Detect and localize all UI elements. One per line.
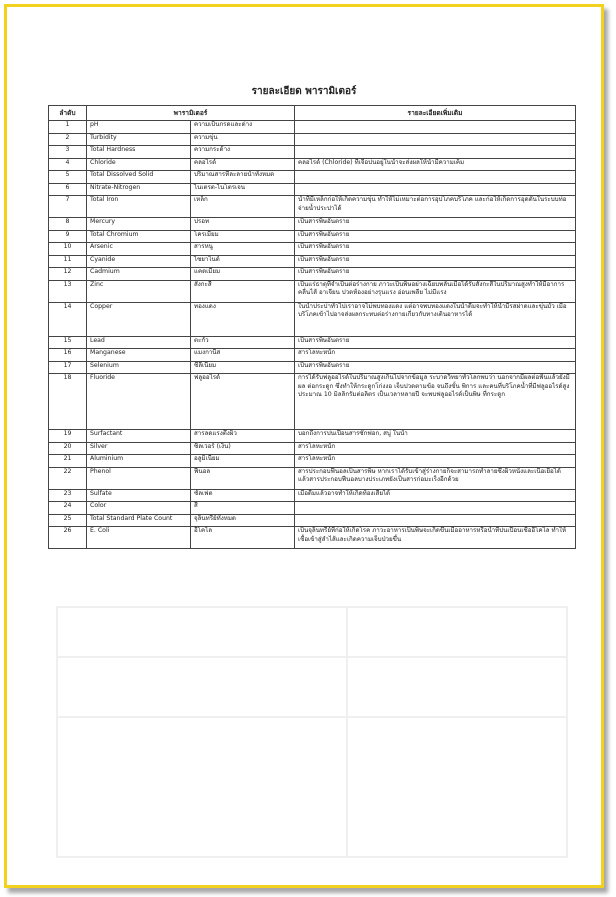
- parameter-th-cell: สารลดแรงตึงผิว: [191, 430, 295, 443]
- parameter-en-cell: Aluminium: [87, 455, 191, 468]
- detail-cell: เป็นจุลินทรีย์ที่ก่อให้เกิดโรค ภาวะอาหารเป็นพิษจะเกิดขึ้นเมื่ออาหารหรือน้ำที่ปนเปื้อนเชื้ออีโคไล ทำให้เชื้อเข้าสู่ลำไส้และเกิดความเจ็บป่วยขึ้น: [295, 527, 576, 549]
- parameter-en-cell: Total Iron: [87, 196, 191, 218]
- table-row: [49, 349, 576, 362]
- parameter-en-cell: Color: [87, 502, 191, 515]
- detail-cell: เป็นแร่ธาตุที่จำเป็นต่อร่างกาย ภาวะเป็นพิษอย่างเฉียบพลันเมื่อได้รับสังกะสีในปริมาณสูงทำให้มีอาการคลื่นไส้ อาเจียน ปวดท้องอย่างรุนแรง อ่อนเพลีย ไม่มีแรง: [295, 280, 576, 302]
- header-no: ลำดับ: [49, 106, 87, 121]
- parameter-th-cell: อลูมิเนียม: [191, 455, 295, 468]
- detail-cell: [295, 514, 576, 527]
- row-number-cell: 15: [49, 336, 87, 349]
- detail-cell: [295, 121, 576, 134]
- row-number-cell: 13: [49, 280, 87, 302]
- parameter-en-cell: Manganese: [87, 349, 191, 362]
- parameter-th-cell: ทองแดง: [191, 302, 295, 336]
- parameter-th-cell: อีโคไล: [191, 527, 295, 549]
- table-row: [49, 171, 576, 184]
- parameter-en-cell: Phenol: [87, 467, 191, 489]
- header-details: รายละเอียดเพิ่มเติม: [295, 106, 576, 121]
- table-row: [49, 374, 576, 430]
- parameter-th-cell: ความเป็นกรดและด่าง: [191, 121, 295, 134]
- row-number-cell: 6: [49, 183, 87, 196]
- row-number-cell: 12: [49, 268, 87, 281]
- parameter-en-cell: E. Coli: [87, 527, 191, 549]
- row-number-cell: 10: [49, 243, 87, 256]
- parameter-th-cell: ซีลีเนียม: [191, 361, 295, 374]
- parameter-th-cell: ความกระด้าง: [191, 146, 295, 159]
- detail-cell: [295, 183, 576, 196]
- detail-cell: เป็นสารพิษอันตราย: [295, 230, 576, 243]
- parameter-en-cell: Lead: [87, 336, 191, 349]
- table-row: [49, 280, 576, 302]
- row-number-cell: 11: [49, 255, 87, 268]
- table-row: [49, 442, 576, 455]
- parameter-th-cell: ตะกั่ว: [191, 336, 295, 349]
- bleed-through-marks: [47, 597, 577, 867]
- parameter-th-cell: คลอไรด์: [191, 158, 295, 171]
- row-number-cell: 2: [49, 133, 87, 146]
- parameter-en-cell: Turbidity: [87, 133, 191, 146]
- detail-cell: [295, 502, 576, 515]
- parameter-en-cell: Cyanide: [87, 255, 191, 268]
- row-number-cell: 25: [49, 514, 87, 527]
- detail-cell: เป็นสารพิษอันตราย: [295, 268, 576, 281]
- parameter-en-cell: Silver: [87, 442, 191, 455]
- row-number-cell: 21: [49, 455, 87, 468]
- parameter-th-cell: ความขุ่น: [191, 133, 295, 146]
- table-row: [49, 455, 576, 468]
- detail-cell: เป็นสารพิษอันตราย: [295, 336, 576, 349]
- table-row: [49, 255, 576, 268]
- detail-cell: สารโลหะหนัก: [295, 349, 576, 362]
- parameter-th-cell: ฟีนอล: [191, 467, 295, 489]
- parameter-en-cell: Chloride: [87, 158, 191, 171]
- table-row: [49, 218, 576, 231]
- row-number-cell: 3: [49, 146, 87, 159]
- parameter-th-cell: โครเมียม: [191, 230, 295, 243]
- row-number-cell: 22: [49, 467, 87, 489]
- detail-cell: สารโลหะหนัก: [295, 455, 576, 468]
- parameter-en-cell: Sulfate: [87, 489, 191, 502]
- parameter-en-cell: Mercury: [87, 218, 191, 231]
- detail-cell: [295, 146, 576, 159]
- table-row: [49, 430, 576, 443]
- row-number-cell: 17: [49, 361, 87, 374]
- parameter-th-cell: สังกะสี: [191, 280, 295, 302]
- detail-cell: [295, 171, 576, 184]
- row-number-cell: 14: [49, 302, 87, 336]
- table-row: [49, 514, 576, 527]
- table-row: [49, 527, 576, 549]
- row-number-cell: 1: [49, 121, 87, 134]
- row-number-cell: 16: [49, 349, 87, 362]
- document-frame: [4, 4, 604, 888]
- detail-cell: คลอไรด์ (Chloride) ที่เจือปนอยู่ในน้ำจะส่งผลให้น้ำมีความเค็ม: [295, 158, 576, 171]
- detail-cell: เป็นสารพิษอันตราย: [295, 361, 576, 374]
- parameter-th-cell: สี: [191, 502, 295, 515]
- parameters-table: [48, 105, 576, 549]
- row-number-cell: 5: [49, 171, 87, 184]
- parameter-th-cell: สารหนู: [191, 243, 295, 256]
- table-row: [49, 133, 576, 146]
- detail-cell: เมื่อดื่มแล้วอาจทำให้เกิดท้องเสียได้: [295, 489, 576, 502]
- parameter-en-cell: Surfactant: [87, 430, 191, 443]
- row-number-cell: 26: [49, 527, 87, 549]
- parameter-th-cell: ไนเตรต-ไนโตรเจน: [191, 183, 295, 196]
- detail-cell: การได้รับฟลูออไรด์ในปริมาณสูงเกินไปจากข้อมูล ระบาดวิทยาทั่วโลกพบว่า นอกจากมีผลต่อฟันแล้วยังมีผล ต่อกระดูก ซึ่งทำให้กระดูกโก่งงอ เจ็บปวดตามข้อ จนถึงขั้น พิการ และคนที่บริโภคน้ำที่มีฟลูออไรด์สูงประมาณ 10 มิลลิกรัมต่อลิตร เป็นเวลาหลายปี จะพบฟลูออไรด์เป็นพิษ ที่กระดูก: [295, 374, 576, 430]
- detail-cell: น้ำที่มีเหล็กก่อให้เกิดความขุ่น ทำให้ไม่เหมาะต่อการอุปโภคบริโภค และก่อให้เกิดการอุดตันในระบบท่อจ่ายน้ำประปาได้: [295, 196, 576, 218]
- table-row: [49, 158, 576, 171]
- row-number-cell: 7: [49, 196, 87, 218]
- table-row: [49, 121, 576, 134]
- table-row: [49, 243, 576, 256]
- detail-cell: สารประกอบฟีนอลเป็นสารพิษ หากเราได้รับเข้าสู่ร่างกายก็จะสามารถทำลายซึ่งผิวหนังและเนื้อเยื่อได้ แล้วสารประกอบฟีนอลบางประเภทยังเป็นสารก่อมะเร็งอีกด้วย: [295, 467, 576, 489]
- row-number-cell: 24: [49, 502, 87, 515]
- table-row: [49, 467, 576, 489]
- parameter-th-cell: ปรอท: [191, 218, 295, 231]
- table-row: [49, 268, 576, 281]
- detail-cell: บอกถึงการปนเปื้อนสารซักฟอก, สบู่ ในน้ำ: [295, 430, 576, 443]
- table-row: [49, 489, 576, 502]
- parameter-th-cell: ไซยาไนด์: [191, 255, 295, 268]
- parameter-th-cell: เหล็ก: [191, 196, 295, 218]
- parameter-th-cell: ฟลูออไรด์: [191, 374, 295, 430]
- parameter-en-cell: Fluoride: [87, 374, 191, 430]
- header-parameter: พารามิเตอร์: [87, 106, 295, 121]
- parameter-th-cell: ซิลเวอร์ (เงิน): [191, 442, 295, 455]
- parameter-en-cell: Total Hardness: [87, 146, 191, 159]
- parameter-th-cell: จุลินทรีย์ทั้งหมด: [191, 514, 295, 527]
- table-row: [49, 146, 576, 159]
- detail-cell: สารโลหะหนัก: [295, 442, 576, 455]
- parameter-en-cell: Selenium: [87, 361, 191, 374]
- parameter-en-cell: Copper: [87, 302, 191, 336]
- detail-cell: ในน้ำประปาทั่วไปเราอาจไม่พบทองแดง แต่อาจพบทองแดงในน้ำดื่มจะทำให้น้ำมีรสฝาดและขุ่นมัว เมื่อบริโภคเข้าไปอาจส่งผลกระทบต่อร่างกายเกี่ยวกับทางเดินอาหารได้: [295, 302, 576, 336]
- parameter-en-cell: Zinc: [87, 280, 191, 302]
- parameter-th-cell: แคดเมียม: [191, 268, 295, 281]
- table-row: [49, 196, 576, 218]
- row-number-cell: 19: [49, 430, 87, 443]
- row-number-cell: 8: [49, 218, 87, 231]
- parameter-th-cell: ซัลเฟต: [191, 489, 295, 502]
- table-header-row: [49, 106, 576, 121]
- row-number-cell: 4: [49, 158, 87, 171]
- parameter-th-cell: ปริมาณสารที่ละลายน้ำทั้งหมด: [191, 171, 295, 184]
- parameter-en-cell: Total Dissolved Solid: [87, 171, 191, 184]
- table-row: [49, 361, 576, 374]
- detail-cell: เป็นสารพิษอันตราย: [295, 218, 576, 231]
- row-number-cell: 23: [49, 489, 87, 502]
- table-row: [49, 230, 576, 243]
- parameter-en-cell: Total Standard Plate Count: [87, 514, 191, 527]
- parameter-en-cell: pH: [87, 121, 191, 134]
- row-number-cell: 9: [49, 230, 87, 243]
- table-row: [49, 302, 576, 336]
- table-row: [49, 183, 576, 196]
- row-number-cell: 18: [49, 374, 87, 430]
- parameter-th-cell: แมงกานีส: [191, 349, 295, 362]
- parameter-en-cell: Total Chromium: [87, 230, 191, 243]
- detail-cell: [295, 133, 576, 146]
- table-row: [49, 502, 576, 515]
- parameter-en-cell: Nitrate-Nitrogen: [87, 183, 191, 196]
- parameter-en-cell: Cadmium: [87, 268, 191, 281]
- detail-cell: เป็นสารพิษอันตราย: [295, 243, 576, 256]
- parameter-en-cell: Arsenic: [87, 243, 191, 256]
- document-title: รายละเอียด พารามิเตอร์: [251, 86, 357, 97]
- table-row: [49, 336, 576, 349]
- detail-cell: เป็นสารพิษอันตราย: [295, 255, 576, 268]
- row-number-cell: 20: [49, 442, 87, 455]
